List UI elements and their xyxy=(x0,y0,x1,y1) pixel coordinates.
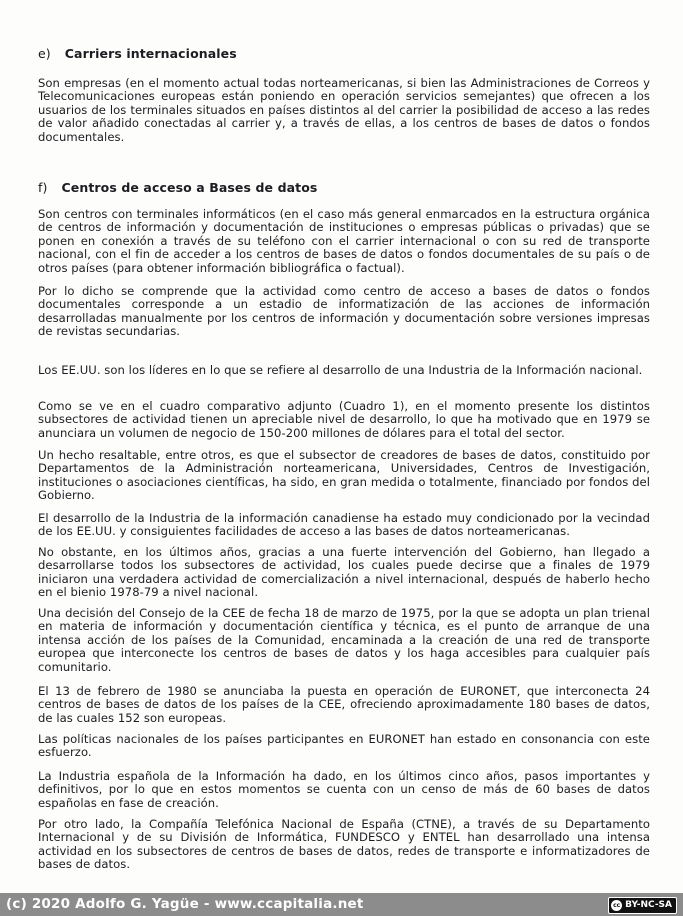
body-paragraph-cuadro: Como se ve en el cuadro comparativo adjunto (Cuadro 1), en el momento presente los distintos subsectores de actividad tienen un apreciable nivel de desarrollo, lo que ha motivado que en 1979 se anunciara un volumen de negocio de 150-200 millones de dólares para el total del sector. xyxy=(38,399,650,440)
section-f-paragraph-1: Son centros con terminales informáticos (en el caso más general enmarcados en la estructura orgánica de centros de información y documentación de instituciones o empresas públicas o privadas) que se ponen en conexión a través de su teléfono con el carrier internacional o con su red de transporte nacional, con el fin de acceder a los centros de bases de datos o fondos documentales de su país o de otros países (para obtener información bibliográfica o factual). xyxy=(38,207,650,275)
section-e-title: Carriers internacionales xyxy=(64,46,237,61)
section-e-letter: e) xyxy=(38,46,51,61)
body-paragraph-ctne: Por otro lado, la Compañía Telefónica Nacional de España (CTNE), a través de su Departamento Internacional y de su División de Informática, FUNDESCO y ENTEL han desarrollado una intensa actividad en los subsectores de centros de bases de datos, redes de transporte e informatizadores de bases de datos. xyxy=(38,817,650,872)
body-paragraph-espanola: La Industria española de la Información ha dado, en los últimos cinco años, pasos importantes y definitivos, por lo que en estos momentos se cuenta con un censo de más de 60 bases de datos españolas en fase de creación. xyxy=(38,769,650,810)
license-badge[interactable] xyxy=(608,897,677,914)
section-f-title: Centros de acceso a Bases de datos xyxy=(61,180,318,195)
body-paragraph-obstante: No obstante, en los últimos años, gracias a una fuerte intervención del Gobierno, han llegado a desarrollarse todos los subsectores de actividad, los cuales puede decirse que a finales de 1979 iniciaron una verdadera actividad de comercialización a nivel internacional, después de haberlo hecho en el bienio 1978-79 a nivel nacional. xyxy=(38,545,650,600)
license-label: BY-NC-SA xyxy=(625,900,672,910)
section-f-paragraph-2: Por lo dicho se comprende que la actividad como centro de acceso a bases de datos o fondos documentales corresponde a un estadio de informatización de las acciones de información desarrolladas manualmente por los centros de información y documentación sobre versiones impresas de revistas secundarias. xyxy=(38,284,650,339)
footer-bar xyxy=(0,893,683,916)
section-e-paragraph: Son empresas (en el momento actual todas norteamericanas, si bien las Administraciones de Correos y Telecomunicaciones europeas están poniendo en operación servicios semejantes) que ofrecen a los usuarios de los terminales situados en países distintos al del carrier la posibilidad de acceso a las redes de valor añadido conectadas al carrier y, a través de ellas, a los centros de bases de datos o fondos documentales. xyxy=(38,76,650,144)
body-paragraph-politicas: Las políticas nacionales de los países participantes en EURONET han estado en consonancia con este esfuerzo. xyxy=(38,732,650,760)
section-f-heading xyxy=(38,180,317,195)
body-paragraph-euronet: El 13 de febrero de 1980 se anunciaba la puesta en operación de EURONET, que interconecta 24 centros de bases de datos de los países de la CEE, ofreciendo aproximadamente 180 bases de datos, de las cuales 152 son europeas. xyxy=(38,684,650,725)
body-paragraph-canada: El desarrollo de la Industria de la información canadiense ha estado muy condicionado por la vecindad de los EE.UU. y consiguientes facilidades de acceso a las bases de datos norteamericanas. xyxy=(38,511,650,539)
body-paragraph-cee: Una decisión del Consejo de la CEE de fecha 18 de marzo de 1975, por la que se adopta un plan trienal en materia de información y documentación científica y técnica, es el punto de arranque de una intensa acción de los países de la Comunidad, encaminada a la creación de una red de transporte europea que interconecte los centros de bases de datos y los haga accesibles para cualquier país comunitario. xyxy=(38,606,650,674)
section-f-letter: f) xyxy=(38,180,48,195)
body-paragraph-usa: Los EE.UU. son los líderes en lo que se refiere al desarrollo de una Industria de la Información nacional. xyxy=(38,363,643,377)
footer-credit: (c) 2020 Adolfo G. Yagüe - www.ccapitalia.net xyxy=(6,896,364,912)
section-e-heading xyxy=(38,46,237,61)
body-paragraph-hecho: Un hecho resaltable, entre otros, es que el subsector de creadores de bases de datos, constituido por Departamentos de la Administración norteamericana, Universidades, Centros de Investigación, instituciones o asociaciones científicas, ha sido, en gran medida o totalmente, financiado por fondos del Gobierno. xyxy=(38,448,650,503)
cc-icon: cc xyxy=(613,902,621,909)
